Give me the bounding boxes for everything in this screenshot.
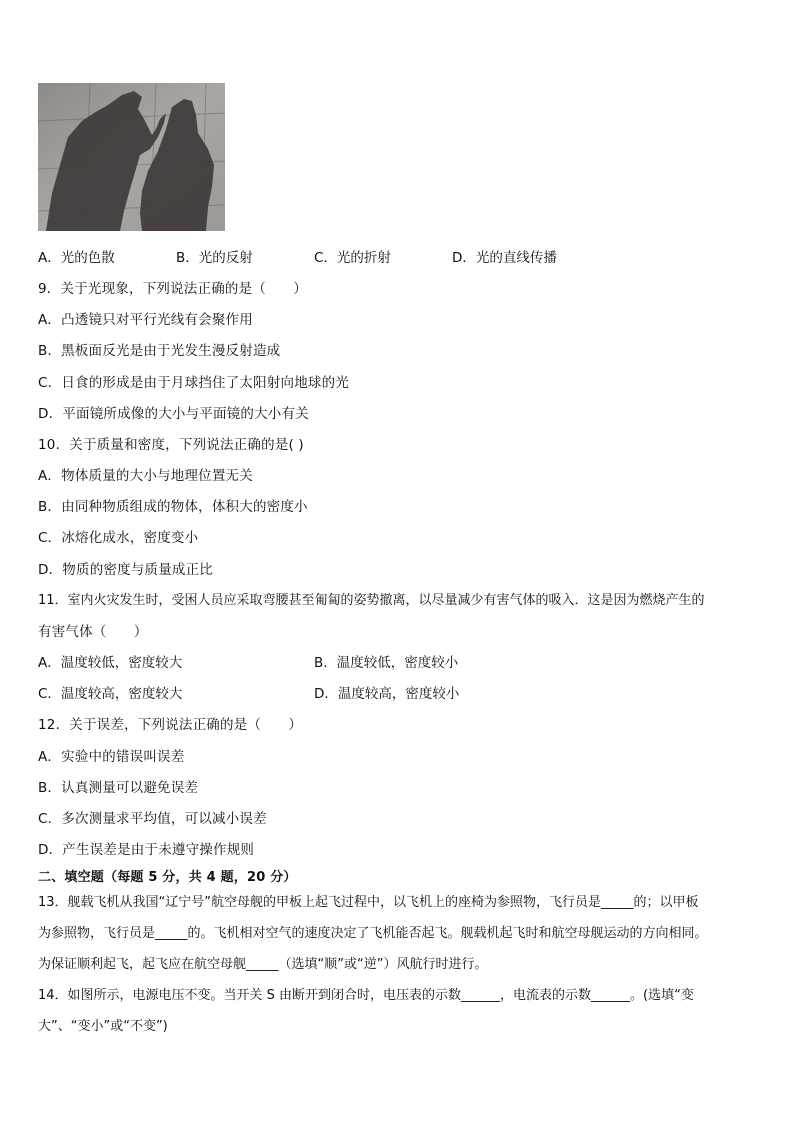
q8-option-b: B．光的反射 <box>176 250 253 266</box>
q14-line2: 大”、“变小”或“不变”) <box>38 1019 168 1034</box>
q9-option-c: C．日食的形成是由于月球挡住了太阳射向地球的光 <box>38 375 350 391</box>
q10-option-b: B．由同种物质组成的物体，体积大的密度小 <box>38 499 308 515</box>
q8-option-d: D．光的直线传播 <box>452 250 557 266</box>
q9-option-b: B．黑板面反光是由于光发生漫反射造成 <box>38 343 281 359</box>
q12-option-c: C．多次测量求平均值，可以减小误差 <box>38 811 267 827</box>
q11-option-a: A．温度较低，密度较大 <box>38 655 183 671</box>
q10-option-a: A．物体质量的大小与地理位置无关 <box>38 468 253 484</box>
q10-option-c: C．冰熔化成水，密度变小 <box>38 530 199 546</box>
q13-line2: 为参照物，飞行员是_____的。飞机相对空气的速度决定了飞机能否起飞。舰载机起飞时和航空母舰运动的方向相同。 <box>38 926 708 941</box>
q9-option-d: D．平面镜所成像的大小与平面镜的大小有关 <box>38 406 309 422</box>
q11-stem-line2: 有害气体（ ） <box>38 624 148 640</box>
section-heading-fill-in: 二、填空题（每题 5 分，共 4 题，20 分） <box>38 870 297 885</box>
shadow-image <box>38 83 225 231</box>
q8-option-c: C．光的折射 <box>314 250 391 266</box>
q12-option-b: B．认真测量可以避免误差 <box>38 780 199 796</box>
q8-option-a: A．光的色散 <box>38 250 115 266</box>
q11-option-d: D．温度较高，密度较小 <box>314 686 460 702</box>
q11-stem-line1: 11．室内火灾发生时，受困人员应采取弯腰甚至匍匐的姿势撤离，以尽量减少有害气体的吸入．这是因为燃烧产生的 <box>38 593 705 608</box>
q12-stem: 12．关于误差，下列说法正确的是（ ） <box>38 717 303 733</box>
q11-option-b: B．温度较低，密度较小 <box>314 655 459 671</box>
q12-option-d: D．产生误差是由于未遵守操作规则 <box>38 842 255 858</box>
q10-option-d: D．物质的密度与质量成正比 <box>38 562 213 578</box>
q10-stem: 10．关于质量和密度，下列说法正确的是( ) <box>38 437 304 453</box>
q11-option-c: C．温度较高，密度较大 <box>38 686 183 702</box>
q13-line3: 为保证顺利起飞，起飞应在航空母舰_____（选填“顺”或“逆”）风航行时进行。 <box>38 957 488 972</box>
q9-option-a: A．凸透镜只对平行光线有会聚作用 <box>38 312 253 328</box>
q13-line1: 13．舰载飞机从我国“辽宁号”航空母舰的甲板上起飞过程中，以飞机上的座椅为参照物，飞行员是_____的；以甲板 <box>38 895 699 910</box>
q9-stem: 9．关于光现象，下列说法正确的是（ ） <box>38 281 308 297</box>
shadow-photo <box>38 83 225 231</box>
q14-line1: 14．如图所示，电源电压不变。当开关 S 由断开到闭合时，电压表的示数______，电流表的示数______。(选填“变 <box>38 988 694 1003</box>
q12-option-a: A．实验中的错误叫误差 <box>38 749 185 765</box>
